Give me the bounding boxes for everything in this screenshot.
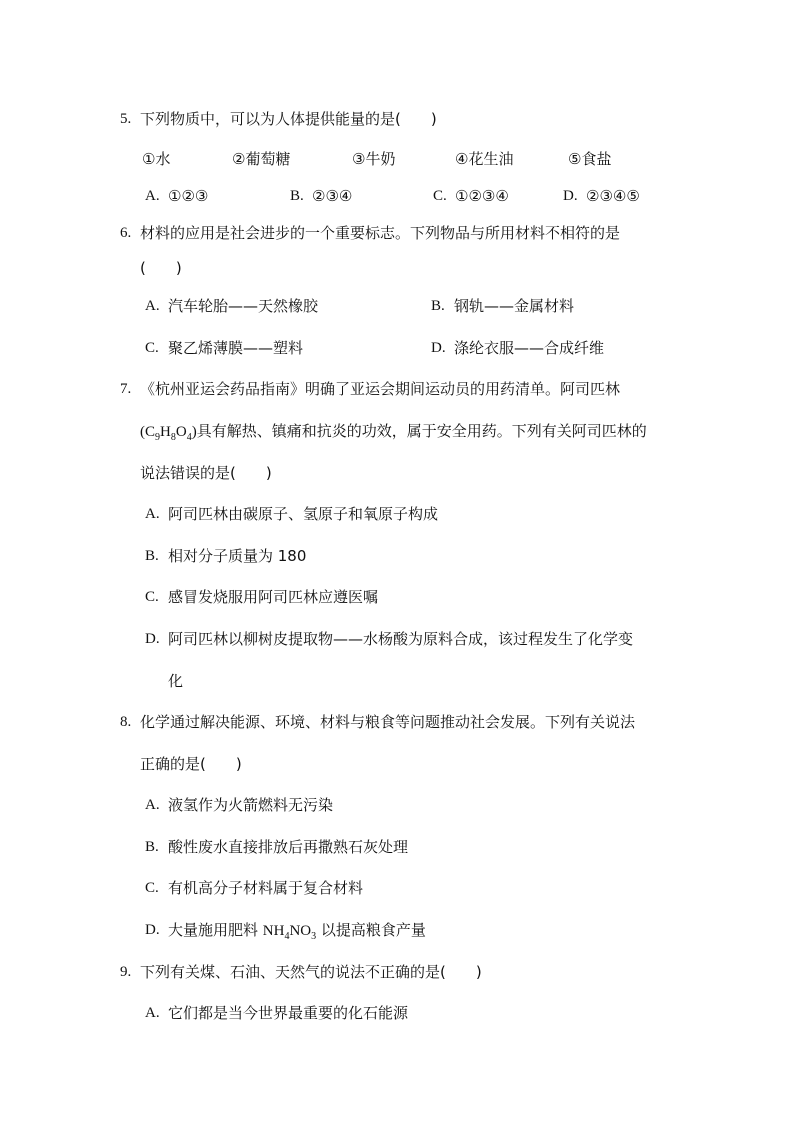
option-b: 相对分子质量为 180 — [168, 547, 307, 565]
option-letter: C. — [145, 589, 159, 605]
question-number: 5. — [120, 111, 132, 127]
option-b: ②③④ — [312, 187, 353, 205]
question-stem-cont: ( ) — [140, 259, 182, 277]
option-letter: A. — [145, 506, 160, 522]
option-d: 涤纶衣服——合成纤维 — [454, 339, 605, 357]
option-letter: D. — [563, 188, 578, 204]
option-a: 汽车轮胎——天然橡胶 — [168, 297, 319, 315]
option-a: 液氢作为火箭燃料无污染 — [168, 796, 334, 814]
option-a: ①②③ — [168, 187, 209, 205]
question-number: 6. — [120, 225, 132, 241]
question-stem: 《杭州亚运会药品指南》明确了亚运会期间运动员的用药清单。阿司匹林 — [140, 380, 621, 398]
item-3: ③牛奶 — [352, 150, 396, 168]
question-stem-cont: 说法错误的是( ) — [140, 464, 272, 482]
option-letter: A. — [145, 1005, 160, 1021]
option-letter: C. — [433, 188, 447, 204]
option-letter: A. — [145, 797, 160, 813]
item-5: ⑤食盐 — [568, 150, 612, 168]
option-d: 阿司匹林以柳树皮提取物——水杨酸为原料合成，该过程发生了化学变 — [168, 630, 634, 648]
option-letter: B. — [145, 839, 159, 855]
option-letter: B. — [431, 298, 445, 314]
option-d: 大量施用肥料 $NH_4NO_3$ 以提高粮食产量 — [168, 921, 426, 942]
question-stem-cont: 正确的是( ) — [140, 755, 242, 773]
question-stem-cont: $(C_9H_8O_4)$具有解热、镇痛和抗炎的功效，属于安全用药。下列有关阿司匹林的 — [140, 422, 647, 443]
option-b: 酸性废水直接排放后再撒熟石灰处理 — [168, 838, 409, 856]
option-letter: B. — [290, 188, 304, 204]
question-stem: 材料的应用是社会进步的一个重要标志。下列物品与所用材料不相符的是 — [140, 224, 621, 242]
option-letter: B. — [145, 548, 159, 564]
option-c: 聚乙烯薄膜——塑料 — [168, 339, 304, 357]
question-stem: 下列物质中，可以为人体提供能量的是( ) — [140, 110, 437, 128]
chemical-formula: $C_9H_8O_4$ — [145, 424, 192, 443]
option-letter: D. — [145, 922, 160, 938]
option-letter: D. — [431, 340, 446, 356]
option-c: 有机高分子材料属于复合材料 — [168, 879, 364, 897]
item-4: ④花生油 — [455, 150, 514, 168]
chemical-formula: $NH_4NO_3$ — [262, 923, 317, 942]
item-1: ①水 — [142, 150, 171, 168]
option-a: 阿司匹林由碳原子、氢原子和氧原子构成 — [168, 505, 439, 523]
option-b: 钢轨——金属材料 — [454, 297, 575, 315]
question-number: 9. — [120, 964, 132, 980]
option-letter: C. — [145, 880, 159, 896]
option-d-cont: 化 — [168, 672, 184, 690]
option-letter: A. — [145, 188, 160, 204]
option-letter: A. — [145, 298, 160, 314]
question-stem: 下列有关煤、石油、天然气的说法不正确的是( ) — [140, 963, 482, 981]
question-stem: 化学通过解决能源、环境、材料与粮食等问题推动社会发展。下列有关说法 — [140, 713, 636, 731]
item-2: ②葡萄糖 — [232, 150, 291, 168]
option-letter: C. — [145, 340, 159, 356]
option-d: ②③④⑤ — [586, 187, 640, 205]
option-a: 它们都是当今世界最重要的化石能源 — [168, 1004, 409, 1022]
option-c: 感冒发烧服用阿司匹林应遵医嘱 — [168, 588, 379, 606]
question-number: 8. — [120, 714, 132, 730]
question-number: 7. — [120, 381, 132, 397]
option-letter: D. — [145, 631, 160, 647]
option-c: ①②③④ — [455, 187, 509, 205]
